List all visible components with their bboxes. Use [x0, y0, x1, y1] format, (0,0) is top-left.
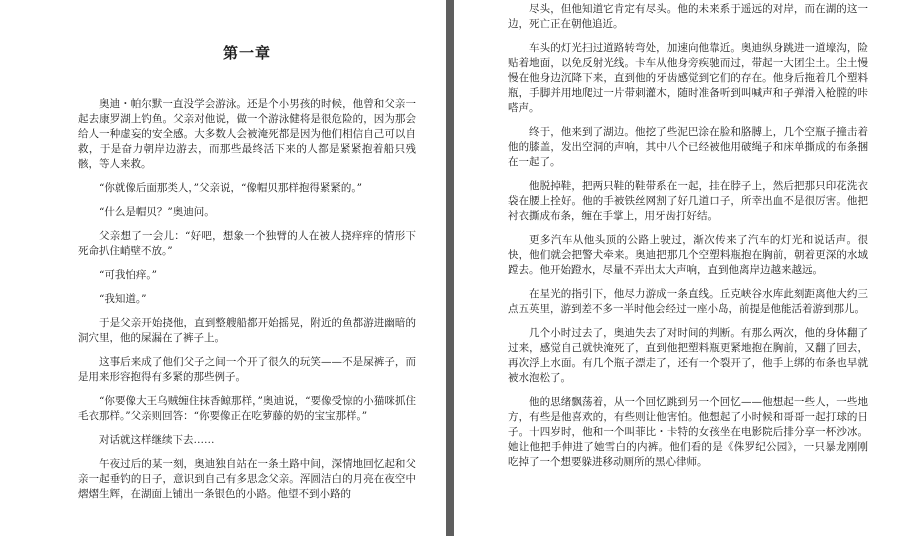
paragraph: 几个小时过去了，奥迪失去了对时间的判断。有那么两次，他的身体翻了过来，感觉自己就快淹死了，直到他把塑料瓶更紧地抱在胸前，又翻了回去，再次浮上水面。有几个瓶子漂走了，还有一个裂开了，他手上绑的布条也早就被水泡松了。 — [508, 327, 868, 384]
paragraph: 在星光的指引下，他尽力游成一条直线。丘克峡谷水库此刻距离他大约三点五英里，游到差不多一半时他会经过一座小岛，前提是他能活着游到那儿。 — [508, 288, 868, 315]
paragraph: 于是父亲开始挠他，直到整艘船都开始摇晃，附近的鱼都游进幽暗的洞穴里，他的屎漏在了裤子上。 — [78, 317, 416, 344]
paragraph: 尽头，但他知道它肯定有尽头。他的未来系于遥远的对岸，而在湖的这一边，死亡正在朝他追近。 — [508, 3, 868, 30]
paragraph: 终于，他来到了湖边。他挖了些泥巴涂在脸和胳膊上，几个空瓶子撞击着他的膝盖，发出空洞的声响，其中八个已经被他用破绳子和床单撕成的布条捆在一起了。 — [508, 126, 868, 168]
paragraph: 对话就这样继续下去…… — [99, 434, 215, 446]
chapter-title: 第一章 — [222, 44, 271, 62]
right-page — [454, 0, 900, 536]
paragraph: 父亲想了一会儿：“好吧，想象一个独臂的人在被人挠痒痒的情形下死命扒住峭壁不放。” — [78, 230, 416, 257]
paragraph: “你要像大王乌贼缠住抹香鲸那样，”奥迪说，“要像受惊的小猫咪抓住毛衣那样。”父亲则回答：“你要像正在吃萝藤的奶的宝宝那样。” — [78, 395, 416, 422]
paragraph: 车头的灯光扫过道路转弯处，加速向他靠近。奥迪纵身跳进一道壕沟，险贴着地面，以免反射光线。卡车从他身旁疾驰而过，带起一大团尘土。尘土慢慢在他身边沉降下来，直到他的牙齿感觉到它们的存在。他身后拖着几个塑料瓶，手脚并用地爬过一片带刺灌木，随时准备听到叫喊声和子弹滑入枪膛的咔嗒声。 — [508, 42, 868, 114]
page-gutter — [446, 0, 454, 536]
paragraph: 他脱掉鞋，把两只鞋的鞋带系在一起，挂在脖子上，然后把那只印花洗衣袋在腰上拴好。他的手被铁丝网割了好几道口子，所幸出血不是很厉害。他把衬衣撕成布条，缠在手掌上，用牙齿打好结。 — [508, 180, 868, 222]
paragraph: “你就像后面那类人，”父亲说，“像帽贝那样抱得紧紧的。” — [99, 182, 362, 194]
paragraph: “我知道。” — [99, 293, 147, 305]
left-page — [0, 0, 446, 536]
paragraph: 更多汽车从他头顶的公路上驶过，渐次传来了汽车的灯光和说话声。很快，他们就会把警犬牵来。奥迪把那几个空塑料瓶抱在胸前，朝着更深的水域蹚去。他开始蹬水，尽量不弄出太大声响，直到他离岸边越来越远。 — [508, 234, 868, 276]
paragraph: “什么是帽贝？”奥迪问。 — [99, 206, 215, 218]
paragraph: 这事后来成了他们父子之间一个开了很久的玩笑——不是屎裤子，而是用来形容抱得有多紧的那些例子。 — [78, 356, 416, 383]
paragraph: 奥迪・帕尔默一直没学会游泳。还是个小男孩的时候，他曾和父亲一起去康罗湖上钓鱼。父亲对他说，做一个游泳健将是很危险的，因为那会给人一种虚妄的安全感。大多数人会被淹死都是因为他们相信自己可以自救，于是奋力朝岸边游去，而那些最终活下来的人都是紧紧抱着船只残骸，等人来救。 — [78, 98, 416, 170]
paragraph: “可我怕痒。” — [99, 269, 157, 281]
paragraph: 午夜过后的某一刻，奥迪独自站在一条土路中间，深情地回忆起和父亲一起垂钓的日子，意识到自己有多思念父亲。浑圆洁白的月亮在夜空中熠熠生辉，在湖面上铺出一条银色的小路。他望不到小路的 — [78, 458, 416, 500]
paragraph: 他的思绪飘荡着，从一个回忆跳到另一个回忆——他想起一些人，一些地方，有些是他喜欢的，有些则让他害怕。他想起了小时候和哥哥一起打球的日子。十四岁时，他和一个叫菲比・卡特的女孩坐在电影院后排分享一杯沙冰。她让他把手伸进了她雪白的内裤。他们看的是《侏罗纪公园》，一只暴龙刚刚吃掉了一个想要躲进移动厕所的黑心律师。 — [508, 396, 868, 468]
